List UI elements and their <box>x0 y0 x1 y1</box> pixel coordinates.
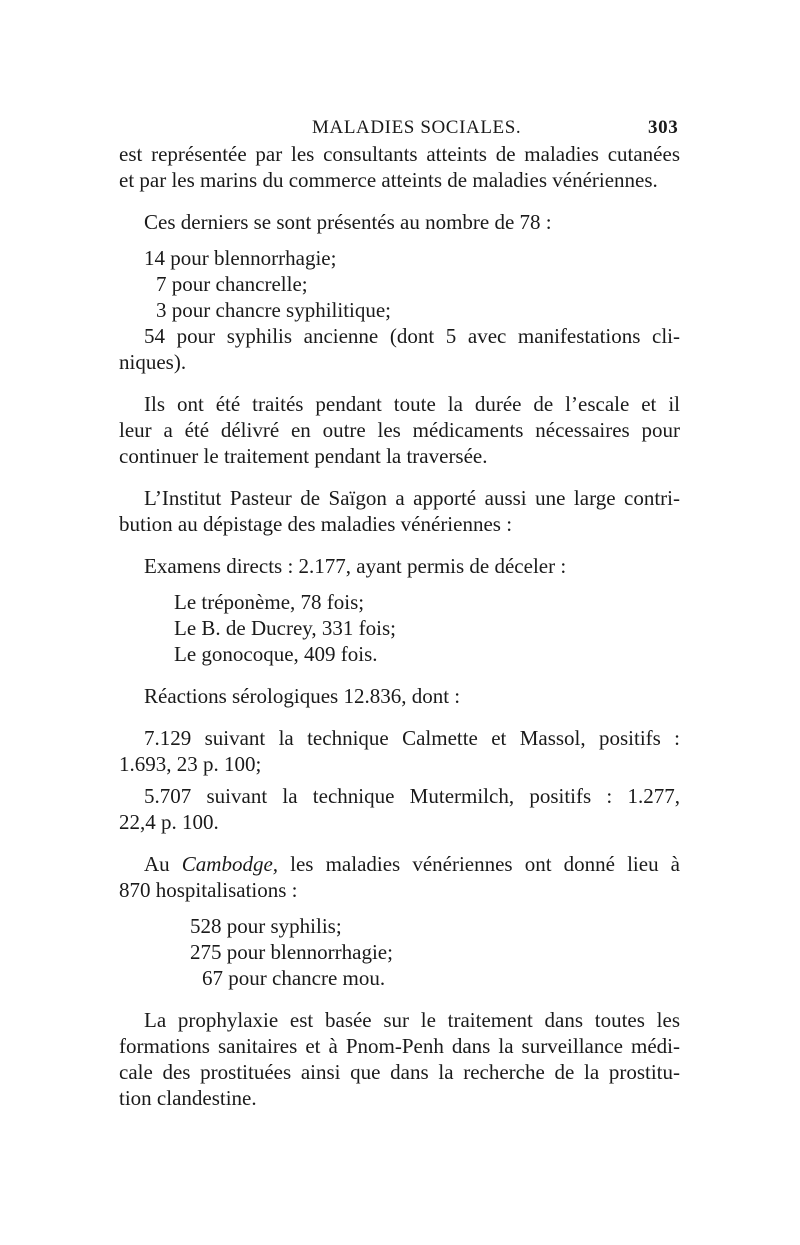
text-line: et par les marins du commerce atteints de maladies vénériennes. <box>119 168 658 192</box>
list-hospitalisations <box>119 913 680 991</box>
text-line: est représentée par les consultants atteints de maladies cutanées <box>119 142 680 166</box>
page-header <box>0 117 800 143</box>
text-line: Ils ont été traités pendant toute la durée de l’escale et il <box>144 392 680 416</box>
text-line: 5.707 suivant la technique Mutermilch, positifs : 1.277, <box>144 784 680 808</box>
list-item: 7 pour chancrelle; <box>156 272 308 296</box>
list-item: 14 pour blennorrhagie; <box>144 246 337 270</box>
text-line <box>119 851 680 877</box>
list-exam-results <box>119 589 680 667</box>
list-item: Le B. de Ducrey, 331 fois; <box>174 616 396 640</box>
paragraph-calmette-massol <box>119 725 680 777</box>
text-line: 1.693, 23 p. 100; <box>119 752 262 776</box>
text-line: continuer le traitement pendant la traversée. <box>119 444 488 468</box>
text-line: Examens directs : 2.177, ayant permis de déceler : <box>144 554 567 578</box>
text-line: leur a été délivré en outre les médicaments nécessaires pour <box>119 418 680 442</box>
text-line: Réactions sérologiques 12.836, dont : <box>144 684 461 708</box>
place-name-italic: Cambodge, <box>181 852 279 876</box>
text-line: 7.129 suivant la technique Calmette et Massol, positifs : <box>144 726 680 750</box>
list-item: 67 pour chancre mou. <box>202 966 386 990</box>
list-item-continuation: niques). <box>119 350 187 374</box>
text-line: tion clandestine. <box>119 1086 257 1110</box>
text-line: cale des prostituées ainsi que dans la recherche de la prostitu- <box>119 1060 680 1084</box>
text-line: Ces derniers se sont présentés au nombre de 78 : <box>144 210 552 234</box>
list-consultations <box>119 245 680 375</box>
paragraph-treatment <box>119 391 680 469</box>
text-line: L’Institut Pasteur de Saïgon a apporté aussi une large contri- <box>144 486 680 510</box>
list-item: Le tréponème, 78 fois; <box>174 590 365 614</box>
text-line: La prophylaxie est basée sur le traitement dans toutes les <box>144 1008 680 1032</box>
paragraph-prophylaxie <box>119 1007 680 1111</box>
text-line: 870 hospitalisations : <box>119 878 298 902</box>
running-title: MALADIES SOCIALES. <box>312 117 522 138</box>
text-line: formations sanitaires et à Pnom-Penh dans la surveillance médi- <box>119 1034 680 1058</box>
page-number: 303 <box>648 117 679 138</box>
text-fragment: les maladies vénériennes ont donné lieu à <box>278 852 680 876</box>
paragraph-serology <box>119 683 680 709</box>
paragraph-direct-exams <box>119 553 680 579</box>
list-item: 275 pour blennorrhagie; <box>190 940 393 964</box>
paragraph-institut-pasteur <box>119 485 680 537</box>
list-item: Le gonocoque, 409 fois. <box>174 642 378 666</box>
paragraph-cambodge <box>119 851 680 903</box>
list-item: 528 pour syphilis; <box>190 914 342 938</box>
list-item: 3 pour chancre syphilitique; <box>156 298 392 322</box>
paragraph-continuation <box>119 141 680 193</box>
text-fragment: Au <box>144 852 182 876</box>
list-item: 54 pour syphilis ancienne (dont 5 avec manifestations cli- <box>144 324 680 348</box>
paragraph-intro-count <box>119 209 680 235</box>
text-line: bution au dépistage des maladies vénériennes : <box>119 512 513 536</box>
paragraph-mutermilch <box>119 783 680 835</box>
body-text <box>119 141 680 1111</box>
text-line: 22,4 p. 100. <box>119 810 219 834</box>
